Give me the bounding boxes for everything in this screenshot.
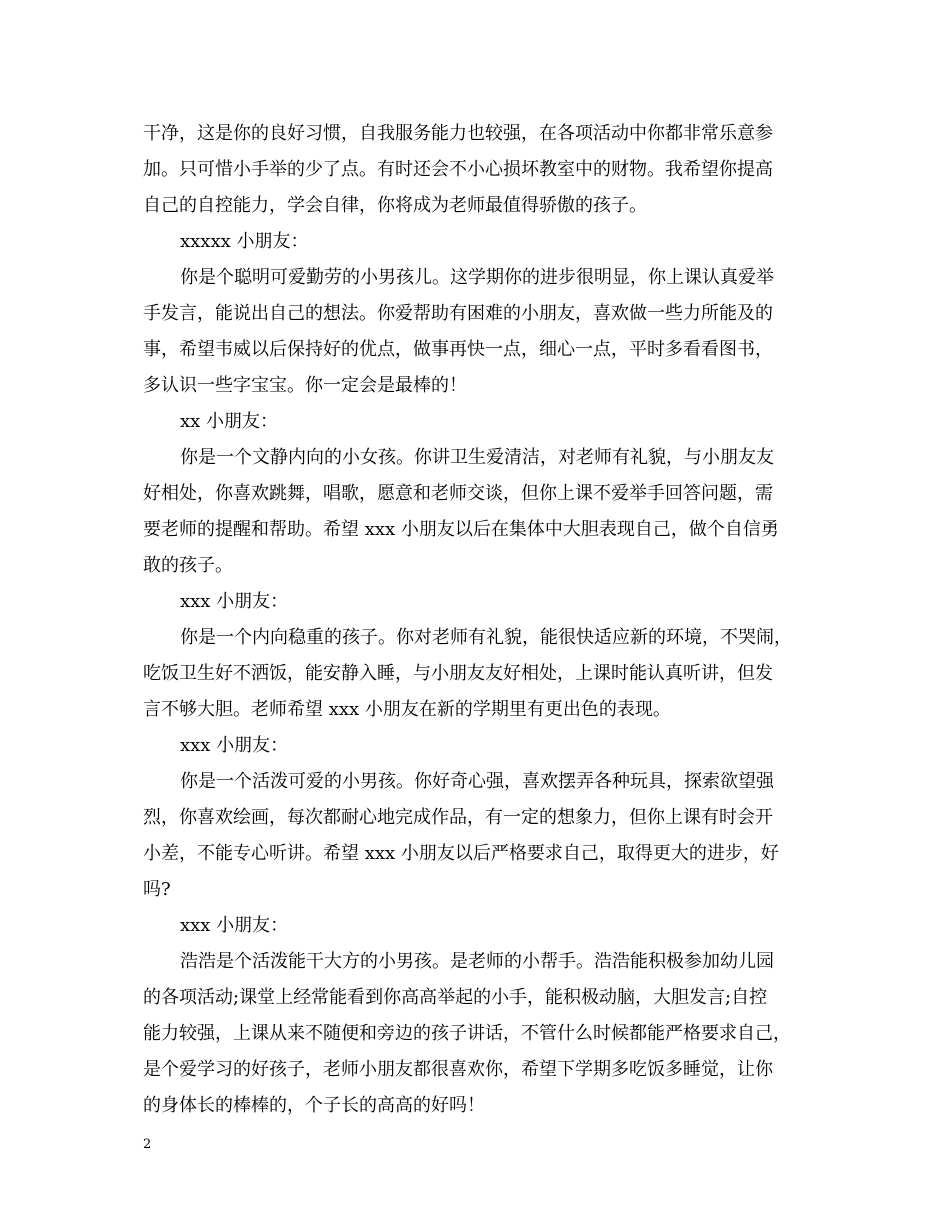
text-line: 吃饭卫生好不洒饭，能安静入睡，与小朋友友好相处，上课时能认真听讲，但发 [143,663,773,684]
document-body [143,116,827,1124]
text-line: 的各项活动;课堂上经常能看到你高高举起的小手，能积极动脑，大胆发言;自控 [143,987,768,1008]
text-line: 多认识一些字宝宝。你一定会是最棒的！ [143,375,467,396]
text-line: xxx 小朋友： [180,915,289,936]
comment-paragraph [143,260,827,404]
text-line: 能力较强，上课从来不随便和旁边的孩子讲话，不管什么时候都能严格要求自己， [143,1023,791,1044]
text-line: 加。只可惜小手举的少了点。有时还会不小心损坏教室中的财物。我希望你提高 [143,159,773,180]
salutation [143,908,827,944]
text-line: 干净，这是你的良好习惯，自我服务能力也较强，在各项活动中你都非常乐意参 [143,123,773,144]
text-line: 小差，不能专心听讲。希望 xxx 小朋友以后严格要求自己，取得更大的进步，好 [143,843,779,864]
text-line: xxx 小朋友： [180,735,289,756]
text-line: xxx 小朋友： [180,591,289,612]
text-line: 的身体长的棒棒的，个子长的高高的好吗！ [143,1095,485,1116]
text-line: 你是一个活泼可爱的小男孩。你好奇心强，喜欢摆弄各种玩具，探索欲望强 [180,771,774,792]
salutation [143,404,827,440]
paragraph-continuation [143,116,827,224]
text-line: xxxxx 小朋友： [180,231,309,252]
salutation [143,584,827,620]
comment-paragraph [143,440,827,584]
text-line: 好相处，你喜欢跳舞，唱歌，愿意和老师交谈，但你上课不爱举手回答问题，需 [143,483,773,504]
text-line: 言不够大胆。老师希望 xxx 小朋友在新的学期里有更出色的表现。 [143,699,671,720]
text-line: 事，希望韦威以后保持好的优点，做事再快一点，细心一点，平时多看看图书， [143,339,773,360]
text-line: 手发言，能说出自己的想法。你爱帮助有困难的小朋友，喜欢做一些力所能及的 [143,303,773,324]
text-line: 浩浩是个活泼能干大方的小男孩。是老师的小帮手。浩浩能积极参加幼儿园 [180,951,774,972]
text-line: 要老师的提醒和帮助。希望 xxx 小朋友以后在集体中大胆表现自己，做个自信勇 [143,519,779,540]
text-line: 你是一个文静内向的小女孩。你讲卫生爱清洁，对老师有礼貌，与小朋友友 [180,447,774,468]
text-line: 你是一个内向稳重的孩子。你对老师有礼貌，能很快适应新的环境，不哭闹， [180,627,792,648]
text-line: 敢的孩子。 [143,555,233,576]
text-line: xx 小朋友： [180,411,279,432]
text-line: 烈，你喜欢绘画，每次都耐心地完成作品，有一定的想象力，但你上课有时会开 [143,807,773,828]
comment-paragraph [143,620,827,728]
salutation [143,224,827,260]
text-line: 自己的自控能力，学会自律，你将成为老师最值得骄傲的孩子。 [143,195,647,216]
comment-paragraph [143,764,827,908]
comment-paragraph [143,944,827,1124]
page-number: 2 [143,1137,152,1152]
text-line: 是个爱学习的好孩子，老师小朋友都很喜欢你，希望下学期多吃饭多睡觉，让你 [143,1059,773,1080]
text-line: 吗? [143,879,171,900]
salutation [143,728,827,764]
text-line: 你是个聪明可爱勤劳的小男孩儿。这学期你的进步很明显，你上课认真爱举 [180,267,774,288]
